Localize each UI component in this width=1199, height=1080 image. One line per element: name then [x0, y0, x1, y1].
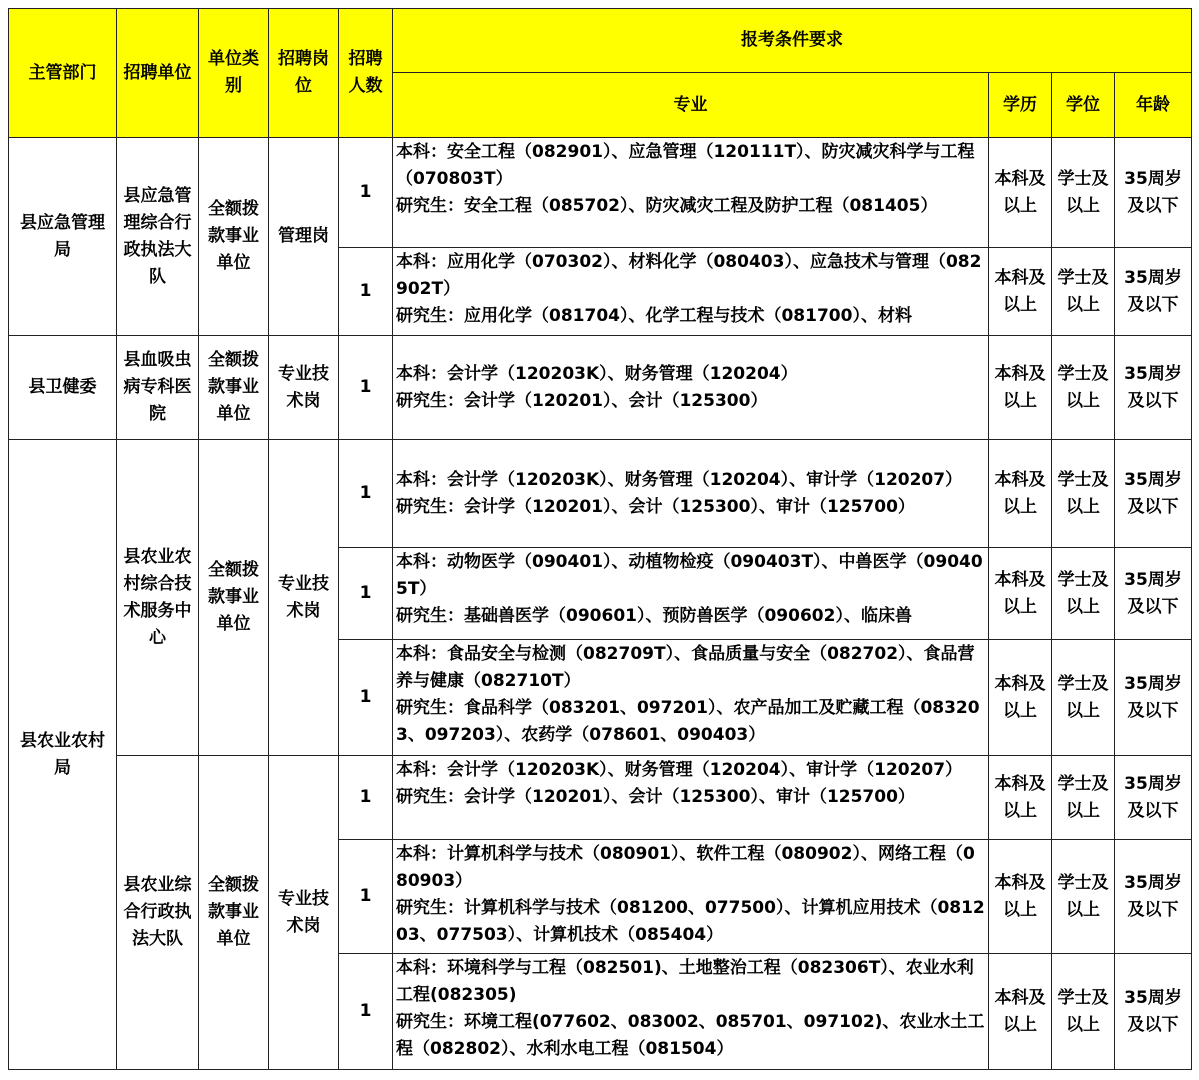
education-cell: 本科及以上 — [989, 954, 1052, 1070]
major-text: 本科：安全工程（082901）、应急管理（120111T）、防灾减灾科学与工程（070803T） 研究生：安全工程（085702）、防灾减灾工程及防护工程（081405） — [396, 142, 975, 216]
degree-cell: 学士及以上 — [1052, 548, 1115, 640]
degree-cell: 学士及以上 — [1052, 440, 1115, 548]
position-cell: 管理岗 — [269, 138, 339, 336]
age-cell: 35周岁及以下 — [1115, 840, 1192, 954]
degree-cell: 学士及以上 — [1052, 336, 1115, 440]
major-text: 本科：环境科学与工程（082501)、土地整治工程（082306T）、农业水利工程(082305) 研究生：环境工程(077602、083002、085701、097102)、农业水土工程（082802）、水利水电工程（081504） — [396, 958, 985, 1059]
table-row — [9, 336, 1192, 440]
major-cell — [393, 138, 989, 248]
age-cell: 35周岁及以下 — [1115, 336, 1192, 440]
category-cell: 全额拨款事业单位 — [199, 138, 269, 336]
degree-cell: 学士及以上 — [1052, 640, 1115, 756]
header-category: 单位类别 — [199, 9, 269, 138]
age-cell: 35周岁及以下 — [1115, 248, 1192, 336]
major-text: 本科：应用化学（070302）、材料化学（080403）、应急技术与管理（082902T） 研究生：应用化学（081704）、化学工程与技术（081700）、材料 — [396, 252, 982, 326]
education-cell: 本科及以上 — [989, 640, 1052, 756]
position-cell: 专业技术岗 — [269, 756, 339, 1070]
count-cell: 1 — [339, 248, 393, 336]
category-cell: 全额拨款事业单位 — [199, 440, 269, 756]
age-cell: 35周岁及以下 — [1115, 440, 1192, 548]
count-cell: 1 — [339, 336, 393, 440]
recruitment-table — [8, 8, 1192, 1070]
education-cell: 本科及以上 — [989, 336, 1052, 440]
unit-cell: 县应急管理综合行政执法大队 — [117, 138, 199, 336]
major-cell — [393, 440, 989, 548]
major-cell — [393, 954, 989, 1070]
header-major: 专业 — [393, 73, 989, 138]
count-cell: 1 — [339, 440, 393, 548]
count-cell: 1 — [339, 756, 393, 840]
major-cell — [393, 248, 989, 336]
education-cell: 本科及以上 — [989, 440, 1052, 548]
education-cell: 本科及以上 — [989, 248, 1052, 336]
major-text: 本科：会计学（120203K）、财务管理（120204） 研究生：会计学（120201）、会计（125300） — [396, 364, 798, 411]
degree-cell: 学士及以上 — [1052, 138, 1115, 248]
header-degree: 学位 — [1052, 73, 1115, 138]
education-cell: 本科及以上 — [989, 138, 1052, 248]
unit-cell: 县农业农村综合技术服务中心 — [117, 440, 199, 756]
table-row — [9, 138, 1192, 248]
header-conditions: 报考条件要求 — [393, 9, 1192, 73]
count-cell: 1 — [339, 954, 393, 1070]
education-cell: 本科及以上 — [989, 756, 1052, 840]
dept-cell: 县应急管理局 — [9, 138, 117, 336]
age-cell: 35周岁及以下 — [1115, 756, 1192, 840]
header-count: 招聘人数 — [339, 9, 393, 138]
position-cell: 专业技术岗 — [269, 336, 339, 440]
table-row — [9, 440, 1192, 548]
degree-cell: 学士及以上 — [1052, 248, 1115, 336]
header-unit: 招聘单位 — [117, 9, 199, 138]
age-cell: 35周岁及以下 — [1115, 548, 1192, 640]
major-cell — [393, 640, 989, 756]
degree-cell: 学士及以上 — [1052, 756, 1115, 840]
count-cell: 1 — [339, 548, 393, 640]
dept-cell: 县卫健委 — [9, 336, 117, 440]
degree-cell: 学士及以上 — [1052, 954, 1115, 1070]
header-dept: 主管部门 — [9, 9, 117, 138]
major-cell — [393, 548, 989, 640]
count-cell: 1 — [339, 138, 393, 248]
header-position: 招聘岗位 — [269, 9, 339, 138]
unit-cell: 县血吸虫病专科医院 — [117, 336, 199, 440]
major-text: 本科：计算机科学与技术（080901）、软件工程（080902）、网络工程（080903） 研究生：计算机科学与技术（081200、077500）、计算机应用技术（081203、077503）、计算机技术（085404） — [396, 844, 985, 945]
age-cell: 35周岁及以下 — [1115, 640, 1192, 756]
unit-cell: 县农业综合行政执法大队 — [117, 756, 199, 1070]
category-cell: 全额拨款事业单位 — [199, 756, 269, 1070]
major-text: 本科：会计学（120203K）、财务管理（120204）、审计学（120207） 研究生：会计学（120201）、会计（125300）、审计（125700） — [396, 760, 963, 807]
count-cell: 1 — [339, 840, 393, 954]
category-cell: 全额拨款事业单位 — [199, 336, 269, 440]
education-cell: 本科及以上 — [989, 548, 1052, 640]
table-row — [9, 756, 1192, 840]
education-cell: 本科及以上 — [989, 840, 1052, 954]
major-text: 本科：动物医学（090401）、动植物检疫（090403T）、中兽医学（090405T） 研究生：基础兽医学（090601）、预防兽医学（090602）、临床兽 — [396, 552, 983, 626]
count-cell: 1 — [339, 640, 393, 756]
position-cell: 专业技术岗 — [269, 440, 339, 756]
age-cell: 35周岁及以下 — [1115, 954, 1192, 1070]
major-text: 本科：食品安全与检测（082709T）、食品质量与安全（082702）、食品营养与健康（082710T） 研究生：食品科学（083201、097201）、农产品加工及贮藏工程（083203、097203）、农药学（078601、090403） — [396, 644, 980, 745]
degree-cell: 学士及以上 — [1052, 840, 1115, 954]
header-education: 学历 — [989, 73, 1052, 138]
major-text: 本科：会计学（120203K）、财务管理（120204）、审计学（120207） 研究生：会计学（120201）、会计（125300）、审计（125700） — [396, 470, 963, 517]
major-cell — [393, 756, 989, 840]
header-age: 年龄 — [1115, 73, 1192, 138]
age-cell: 35周岁及以下 — [1115, 138, 1192, 248]
dept-cell: 县农业农村局 — [9, 440, 117, 1070]
major-cell — [393, 336, 989, 440]
major-cell — [393, 840, 989, 954]
